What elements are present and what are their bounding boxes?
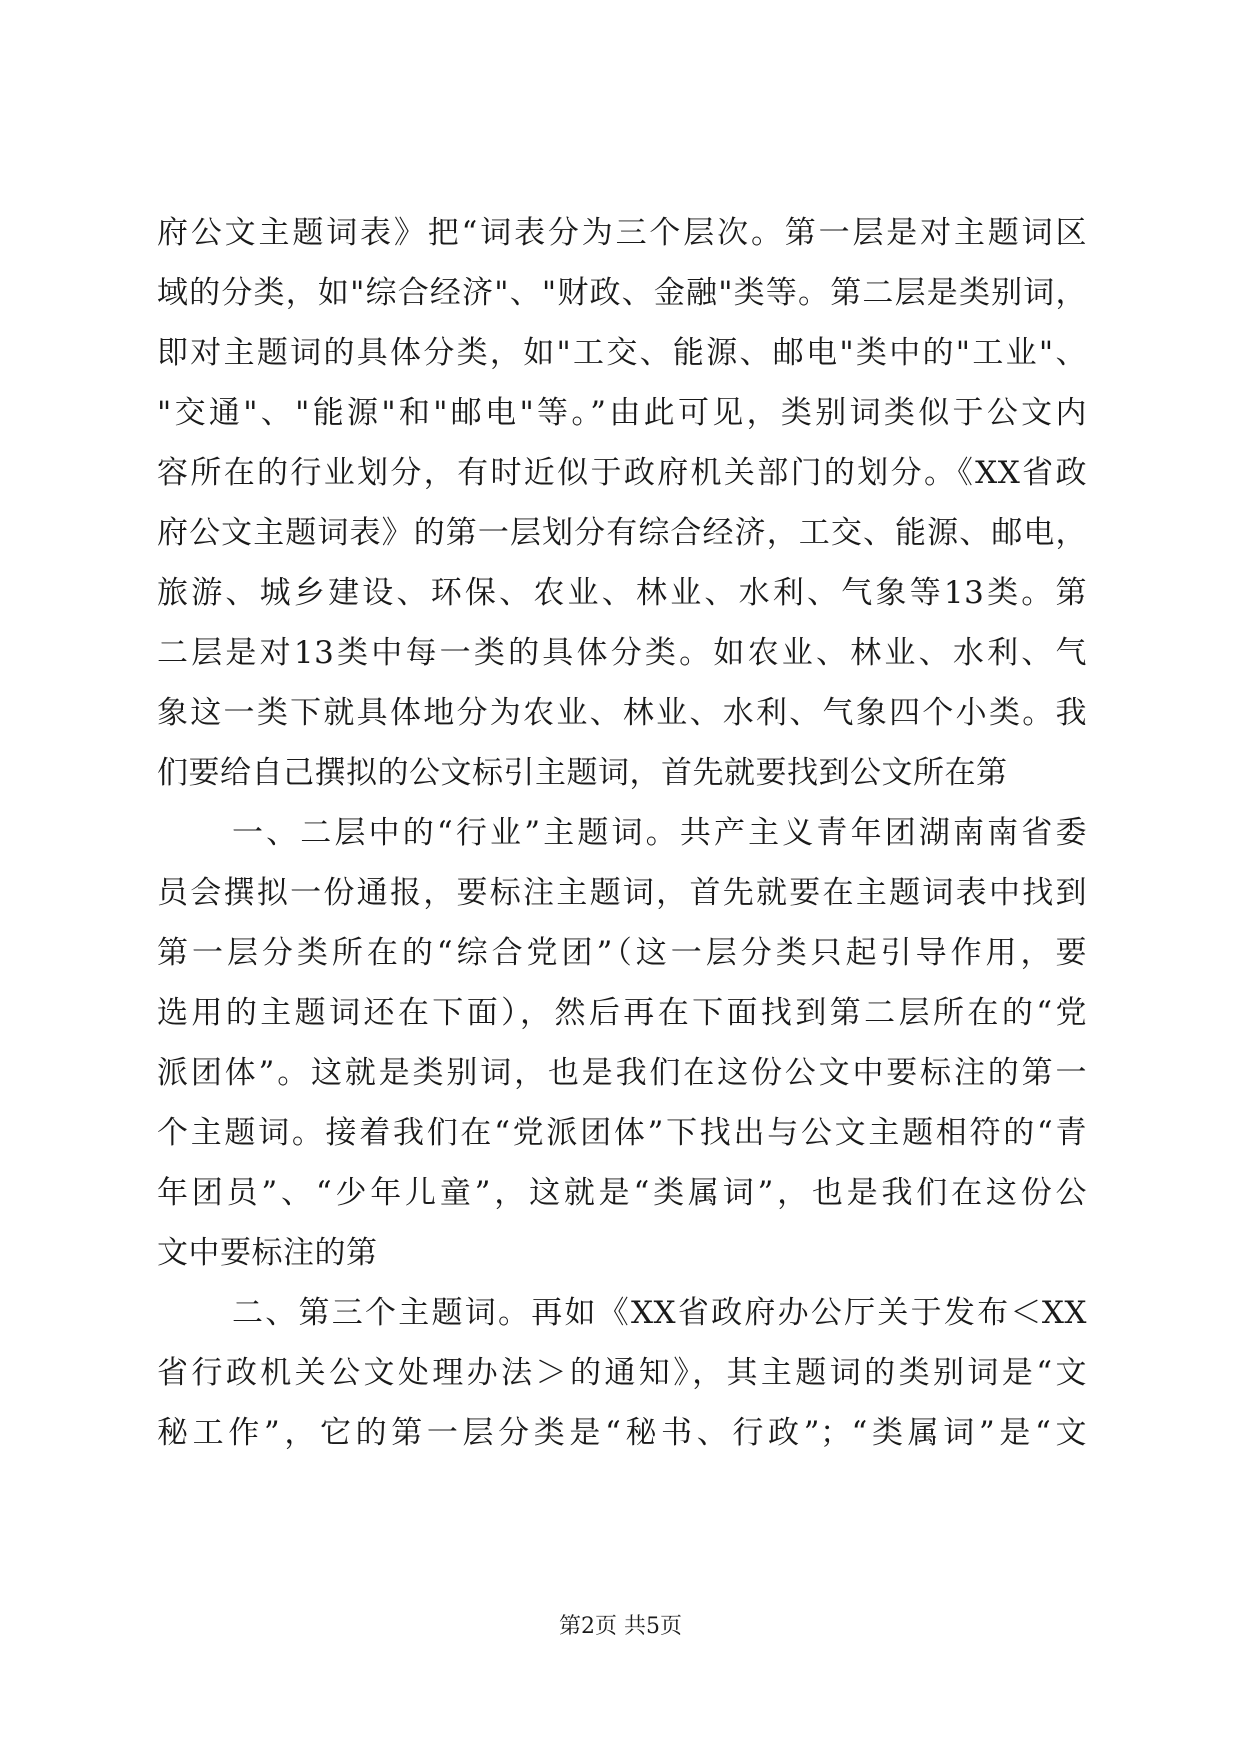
text-line: 省行政机关公文处理办法＞的通知》，其主题词的类别词是“文 bbox=[157, 1355, 1087, 1391]
text-line: 容所在的行业划分，有时近似于政府机关部门的划分。《XX省政 bbox=[157, 455, 1087, 491]
text-line: 府公文主题词表》的第一层划分有综合经济，工交、能源、邮电， bbox=[157, 515, 1087, 551]
text-line: 第一层分类所在的“综合党团”（这一层分类只起引导作用，要 bbox=[157, 935, 1087, 971]
text-line: 员会撰拟一份通报，要标注主题词，首先就要在主题词表中找到 bbox=[157, 875, 1087, 911]
text-line: "交通"、"能源"和"邮电"等。”由此可见，类别词类似于公文内 bbox=[157, 395, 1087, 431]
text-line: 们要给自己撰拟的公文标引主题词，首先就要找到公文所在第 bbox=[157, 755, 1008, 791]
text-line: 秘工作”，它的第一层分类是“秘书、行政”；“类属词”是“文 bbox=[157, 1415, 1087, 1451]
text-line: 二、第三个主题词。再如《XX省政府办公厅关于发布＜XX bbox=[232, 1295, 1087, 1331]
text-line: 年团员”、“少年儿童”，这就是“类属词”，也是我们在这份公 bbox=[157, 1175, 1087, 1211]
text-line: 派团体”。这就是类别词，也是我们在这份公文中要标注的第一 bbox=[157, 1055, 1087, 1091]
text-line: 象这一类下就具体地分为农业、林业、水利、气象四个小类。我 bbox=[157, 695, 1087, 731]
text-line: 域的分类，如"综合经济"、"财政、金融"类等。第二层是类别词， bbox=[157, 275, 1087, 311]
text-line: 文中要标注的第 bbox=[157, 1235, 378, 1271]
text-line: 府公文主题词表》把“词表分为三个层次。第一层是对主题词区 bbox=[157, 215, 1087, 251]
text-line: 旅游、城乡建设、环保、农业、林业、水利、气象等13类。第 bbox=[157, 575, 1087, 611]
page-number-footer: 第2页 共5页 bbox=[559, 1614, 682, 1639]
text-line: 一、二层中的“行业”主题词。共产主义青年团湖南南省委 bbox=[232, 815, 1087, 851]
text-line: 二层是对13类中每一类的具体分类。如农业、林业、水利、气 bbox=[157, 635, 1087, 671]
text-line: 即对主题词的具体分类，如"工交、能源、邮电"类中的"工业"、 bbox=[157, 335, 1087, 371]
text-line: 选用的主题词还在下面），然后再在下面找到第二层所在的“党 bbox=[157, 995, 1087, 1031]
text-line: 个主题词。接着我们在“党派团体”下找出与公文主题相符的“青 bbox=[157, 1115, 1087, 1151]
